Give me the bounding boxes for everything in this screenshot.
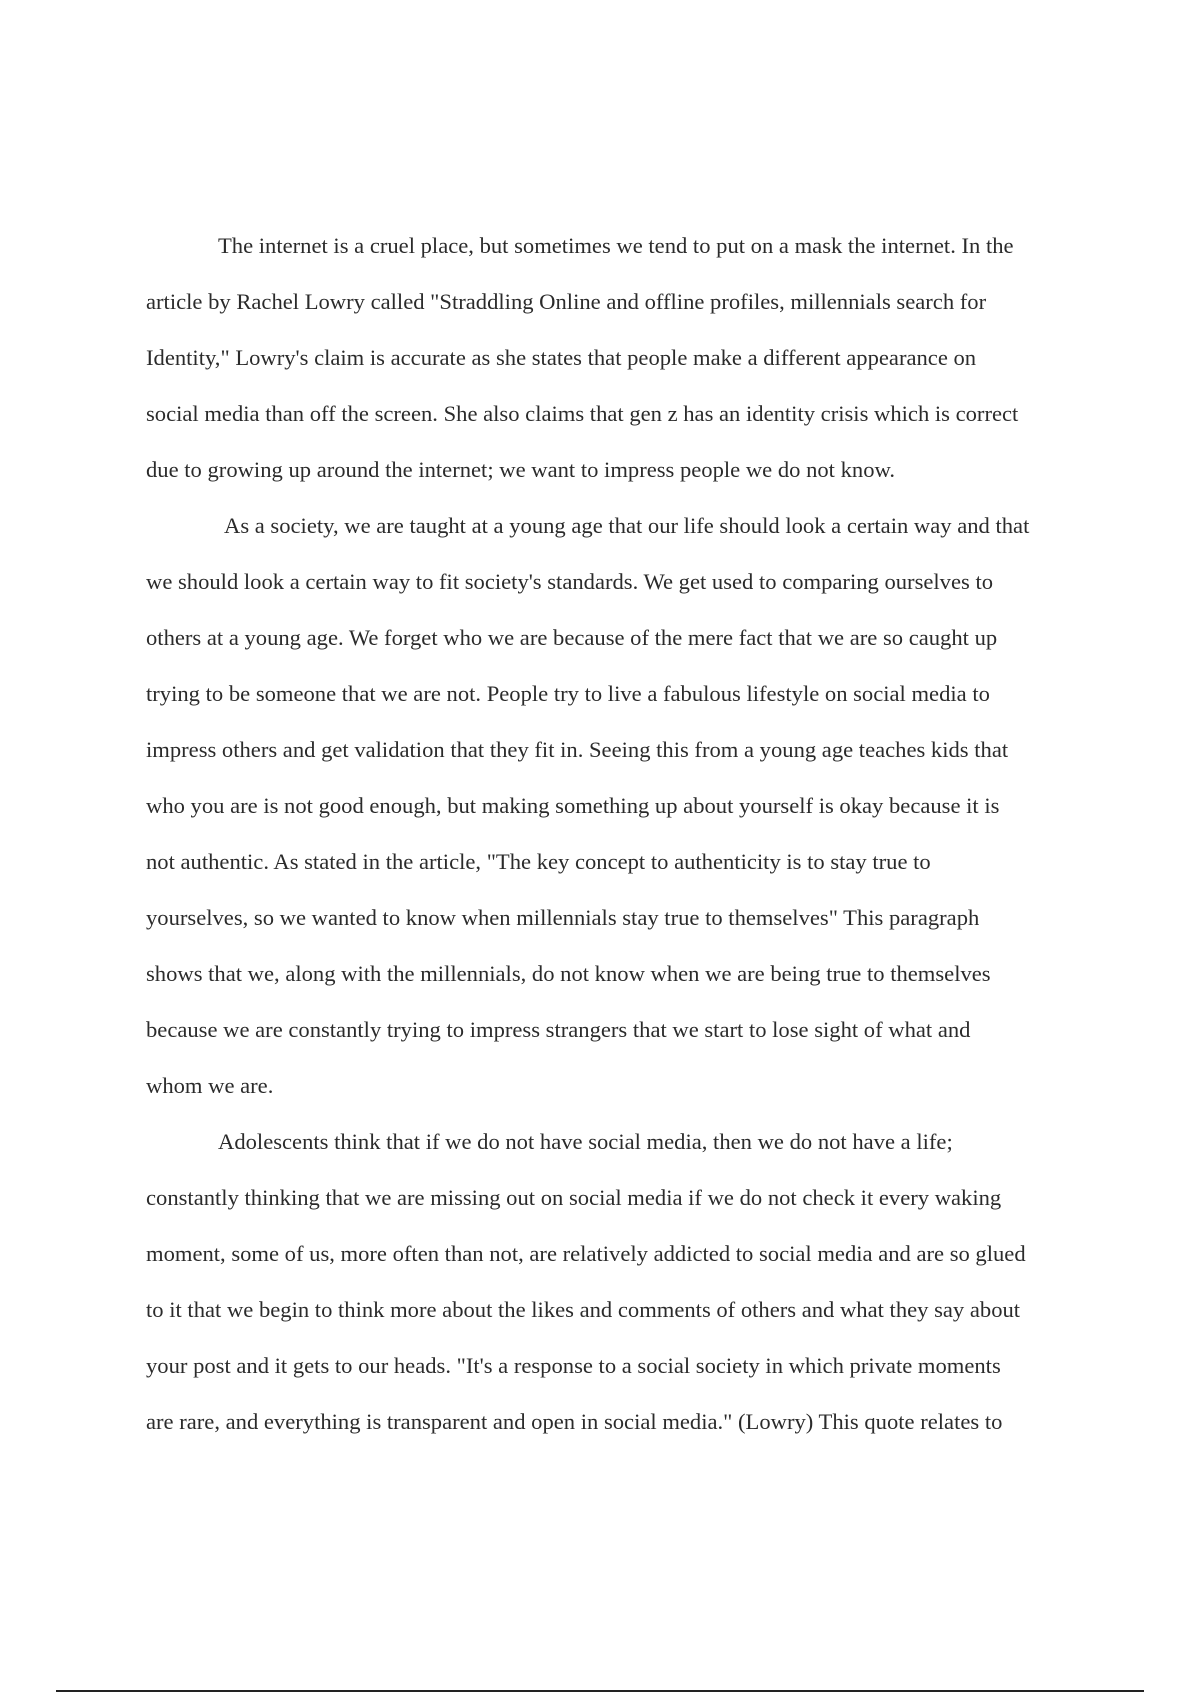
text-line: due to growing up around the internet; we want to impress people we do not know. (146, 457, 895, 482)
text-line: impress others and get validation that they fit in. Seeing this from a young age teaches kids that (146, 737, 1009, 762)
text-line: The internet is a cruel place, but sometimes we tend to put on a mask the internet. In the (218, 233, 1014, 258)
text-line: Identity," Lowry's claim is accurate as she states that people make a different appearance on (146, 345, 977, 370)
essay-body (146, 228, 1086, 1460)
text-line: because we are constantly trying to impress strangers that we start to lose sight of what and (146, 1017, 971, 1042)
text-line: moment, some of us, more often than not, are relatively addicted to social media and are so glued (146, 1241, 1026, 1266)
text-line: shows that we, along with the millennials, do not know when we are being true to themselves (146, 961, 991, 986)
text-line: yourselves, so we wanted to know when millennials stay true to themselves" This paragraph (146, 905, 980, 930)
text-line: social media than off the screen. She also claims that gen z has an identity crisis which is correct (146, 401, 1019, 426)
text-line: we should look a certain way to fit society's standards. We get used to comparing ourselves to (146, 569, 994, 594)
text-line: Adolescents think that if we do not have social media, then we do not have a life; (218, 1129, 953, 1154)
text-line: to it that we begin to think more about the likes and comments of others and what they say about (146, 1297, 1021, 1322)
text-line: article by Rachel Lowry called "Straddling Online and offline profiles, millennials search for (146, 289, 987, 314)
text-line: whom we are. (146, 1073, 274, 1098)
text-line: others at a young age. We forget who we are because of the mere fact that we are so caught up (146, 625, 998, 650)
text-line: who you are is not good enough, but making something up about yourself is okay because it is (146, 793, 1000, 818)
text-line: constantly thinking that we are missing out on social media if we do not check it every waking (146, 1185, 1002, 1210)
text-line: your post and it gets to our heads. "It's a response to a social society in which private moments (146, 1353, 1001, 1378)
page-bottom-rule (56, 1690, 1144, 1692)
text-line: trying to be someone that we are not. People try to live a fabulous lifestyle on social media to (146, 681, 990, 706)
text-line: As a society, we are taught at a young age that our life should look a certain way and that (224, 513, 1030, 538)
text-line: are rare, and everything is transparent and open in social media." (Lowry) This quote relates to (146, 1409, 1003, 1434)
text-line: not authentic. As stated in the article, "The key concept to authenticity is to stay true to (146, 849, 931, 874)
